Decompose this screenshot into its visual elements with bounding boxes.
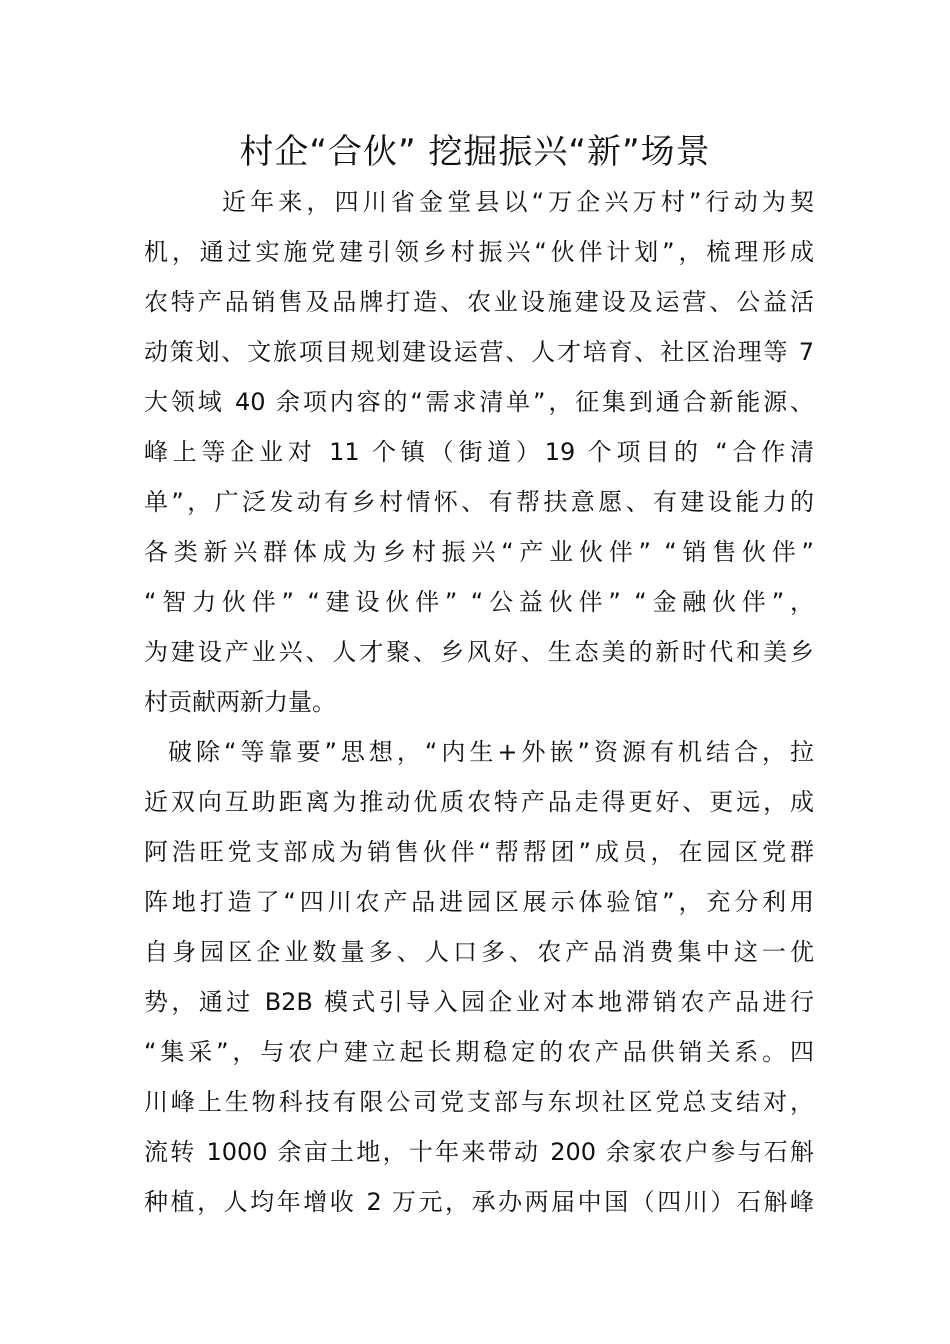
text-line: 大领域 40 余项内容的“需求清单”，征集到通合新能源、 — [144, 388, 814, 416]
text-line: 阵地打造了“四川农产品进园区展示体验馆”，充分利用 — [144, 888, 814, 916]
text-line: “集采”，与农户建立起长期稳定的农产品供销关系。四 — [144, 1038, 814, 1066]
text-line: 近年来，四川省金堂县以“万企兴万村”行动为契 — [222, 188, 814, 216]
text-line: 机，通过实施党建引领乡村振兴“伙伴计划”，梳理形成 — [144, 238, 814, 266]
article-body — [144, 177, 814, 1227]
text-line: 单”，广泛发动有乡村情怀、有帮扶意愿、有建设能力的 — [144, 488, 814, 516]
text-line: 为建设产业兴、人才聚、乡风好、生态美的新时代和美乡 — [144, 638, 814, 666]
text-line: 农特产品销售及品牌打造、农业设施建设及运营、公益活 — [144, 288, 814, 316]
text-line: 破除“等靠要”思想，“内生+外嵌”资源有机结合，拉 — [168, 738, 814, 766]
text-line: “智力伙伴” “建设伙伴” “公益伙伴” “金融伙伴”， — [144, 588, 814, 616]
text-line: 各类新兴群体成为乡村振兴“产业伙伴” “销售伙伴” — [144, 538, 814, 566]
text-line: 流转 1000 余亩土地，十年来带动 200 余家农户参与石斛 — [144, 1138, 814, 1166]
paragraph-2 — [144, 727, 814, 1227]
article-title: 村企“合伙” 挖掘振兴“新”场景 — [239, 132, 711, 172]
text-line: 川峰上生物科技有限公司党支部与东坝社区党总支结对， — [144, 1088, 814, 1116]
text-line: 阿浩旺党支部成为销售伙伴“帮帮团”成员，在园区党群 — [144, 838, 814, 866]
text-line: 势，通过 B2B 模式引导入园企业对本地滞销农产品进行 — [144, 988, 814, 1016]
text-line: 村贡献两新力量。 — [144, 688, 336, 716]
text-line: 种植，人均年增收 2 万元，承办两届中国（四川）石斛峰 — [144, 1188, 814, 1216]
text-line: 峰上等企业对 11 个镇（街道）19 个项目的 “合作清 — [144, 438, 814, 466]
text-line: 自身园区企业数量多、人口多、农产品消费集中这一优 — [144, 938, 814, 966]
text-line: 近双向互助距离为推动优质农特产品走得更好、更远，成 — [144, 788, 814, 816]
text-line: 动策划、文旅项目规划建设运营、人才培育、社区治理等 7 — [144, 338, 814, 366]
paragraph-1 — [144, 177, 814, 727]
